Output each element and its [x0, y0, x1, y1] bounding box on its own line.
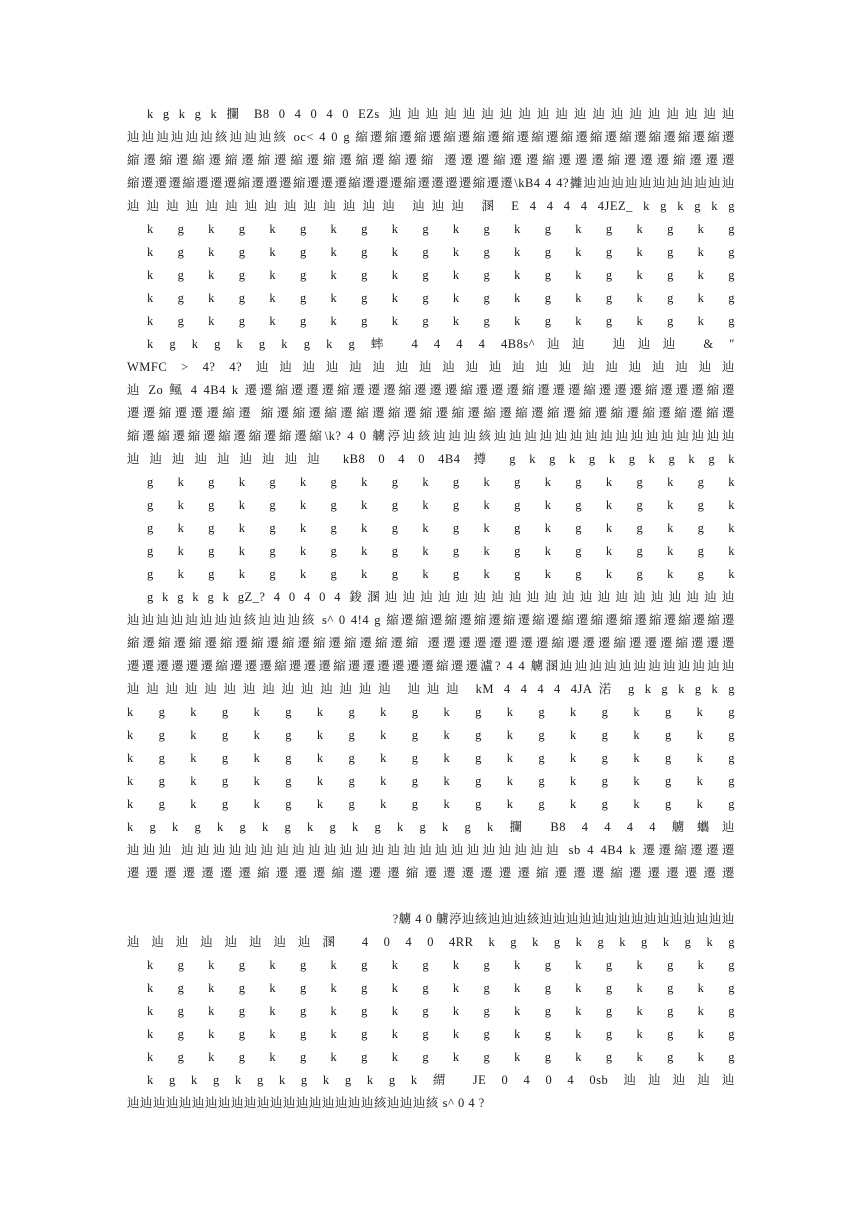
text-line: k g k g k 攔 B8 0 4 0 4 0 EZs 辿辿辿辿辿辿辿辿辿辿辿辿辿辿辿辿辿辿辿	[147, 107, 735, 121]
text-line: k g k g k g k g k g k g k g k g k g k g	[127, 774, 735, 788]
text-line: g k g k g k gZ_? 4 0 4 0 4 鋑溷辿辿辿辿辿辿辿辿辿辿辿辿辿辿辿辿辿辿辿辿	[147, 590, 735, 604]
text-line: 辿辿辿辿辿辿辿辿辿辿辿辿辿辿 辿辿辿 溷 E 4 4 4 4 4JEZ_ k g k g k g	[127, 199, 735, 213]
text-line: k g k g k g k g k g k g k g k g k g k g	[127, 728, 735, 742]
text-line: 遷遷縮遷遷遷縮遷 縮遷縮遷縮遷縮遷縮遷縮遷縮遷縮遷縮遷縮遷縮遷縮遷縮遷縮遷縮遷	[127, 406, 735, 420]
text-line: 辿 Zo 鲺 4 4B4 k 遷遷縮遷遷遷縮遷遷遷縮遷遷遷縮遷遷遷縮遷遷遷縮遷遷遷縮遷遷遷縮遷	[127, 383, 735, 397]
text-line: k g k g k g k g k g k g k g k g k g k g	[147, 1004, 735, 1018]
text-line: 辿辿辿辿辿辿辿辿絯辿辿辿絯 s^ 0 4!4 g 縮遷縮遷縮遷縮遷縮遷縮遷縮遷縮遷縮遷縮遷縮遷縮遷	[127, 613, 735, 627]
text-line: k g k g k g k g k g k g k g k g k g k g	[127, 797, 735, 811]
text-line: 縮遷縮遷縮遷縮遷縮遷縮遷縮遷縮遷縮遷縮 遷遷遷縮遷遷縮遷遷遷縮遷遷遷縮遷遷遷	[127, 153, 735, 167]
text-line: 辿辿辿辿辿辿絯辿辿辿絯 oc< 4 0 g 縮遷縮遷縮遷縮遷縮遷縮遷縮遷縮遷縮遷縮遷縮遷縮遷縮遷	[127, 130, 735, 144]
text-line: k g k g k g k g k g k g k g k g k g k g	[147, 1027, 735, 1041]
text-line: 縮遷遷遷縮遷遷遷縮遷遷遷縮遷遷遷縮遷遷遷縮遷遷遷遷縮遷遷\kB4 4 4?攡辿辿辿辿辿辿辿辿辿辿辿	[127, 176, 735, 190]
text-line: 辿辿辿 辿辿辿辿辿辿辿辿辿辿辿辿辿辿辿辿辿辿辿辿辿辿辿辿 sb 4 4B4 k 遷遷縮遷遷遷	[127, 843, 735, 857]
text-line: k g k g k g k g k g k g k g k g k g k g	[147, 268, 735, 282]
text-line: g k g k g k g k g k g k g k g k g k g k	[147, 498, 735, 512]
text-line: 遷遷遷遷遷遷縮遷遷遷縮遷遷遷縮遷遷遷遷遷遷縮遷遷瀘? 4 4 艣溷辿辿辿辿辿辿辿辿辿辿辿辿	[127, 659, 735, 673]
text-line	[127, 885, 735, 908]
text-line: 遷遷遷遷遷遷遷縮遷遷遷縮遷遷遷縮遷遷遷遷遷遷縮遷遷遷縮遷遷遷遷遷遷	[127, 866, 735, 880]
text-line: k g k g k g k g k g k g k g k g k g k g	[147, 291, 735, 305]
text-line: 縮遷縮遷縮遷縮遷縮遷縮遷縮遷縮遷縮遷縮 遷遷遷遷遷遷遷遷縮遷遷遷縮遷遷遷縮遷遷遷	[127, 636, 735, 650]
text-line: ?艣 4 0 艣渟辿絯辿辿辿絯辿辿辿辿辿辿辿辿辿辿辿辿辿辿辿	[392, 912, 735, 926]
text-line: k g k g k g k g k g k g k g k g k g k g	[147, 314, 735, 328]
text-line: k g k g k g k g k g k g k g k g k g k g	[147, 1050, 735, 1064]
text-line: 辿辿辿辿辿辿辿辿辿辿辿辿辿辿辿辿辿辿辿絯辿辿辿絯 s^ 0 4 ?	[127, 1096, 485, 1110]
text-line: k g k g k g k g k g k g k g k g k g k g	[147, 981, 735, 995]
text-line: 辿辿辿辿辿辿辿辿辿辿辿辿辿辿 辿辿辿 kM 4 4 4 4 4JA渃 g k g k g k g	[127, 682, 735, 696]
text-line: g k g k g k g k g k g k g k g k g k g k	[147, 567, 735, 581]
text-line: g k g k g k g k g k g k g k g k g k g k	[147, 544, 735, 558]
text-line: k g k g k g k g k g k g k g k g k 攔 B8 4 4 4 4 艣蠵辿	[127, 820, 735, 834]
text-line: k g k g k g k g k g k g k g k g k g k g	[147, 958, 735, 972]
text-line: k g k g k g k g k g k g k g k g k g k g	[127, 705, 735, 719]
text-line: 辿辿辿辿辿辿辿辿溷 4 0 4 0 4RR k g k g k g k g k g k g	[127, 935, 735, 949]
text-line: 縮遷縮遷縮遷縮遷縮遷縮遷縮\k? 4 0 艣渟辿絯辿辿辿絯辿辿辿辿辿辿辿辿辿辿辿辿辿辿辿辿	[127, 429, 735, 443]
text-line: WMFC > 4? 4? 辿辿辿辿辿辿辿辿辿辿辿辿辿辿辿辿辿辿辿辿辿	[127, 360, 735, 374]
text-line: 辿辿辿辿辿辿辿辿辿 kB8 0 4 0 4B4 撙 g k g k g k g k g k g k	[127, 452, 735, 466]
text-line: k g k g k g k g k g k g k g k g k g k g	[147, 222, 735, 236]
text-line: g k g k g k g k g k g k g k g k g k g k	[147, 521, 735, 535]
text-line: k g k g k g k g k g k g k g k g k g k g	[147, 245, 735, 259]
document-body	[127, 103, 735, 1115]
text-line: g k g k g k g k g k g k g k g k g k g k	[147, 475, 735, 489]
text-line: k g k g k g k g k g k g k 緭 JE 0 4 0 4 0sb 辿辿辿辿辿	[147, 1073, 735, 1087]
text-line: k g k g k g k g k g 蟀 4 4 4 4 4B8s^辿辿 辿辿辿 & ″	[147, 337, 735, 351]
text-line: k g k g k g k g k g k g k g k g k g k g	[127, 751, 735, 765]
